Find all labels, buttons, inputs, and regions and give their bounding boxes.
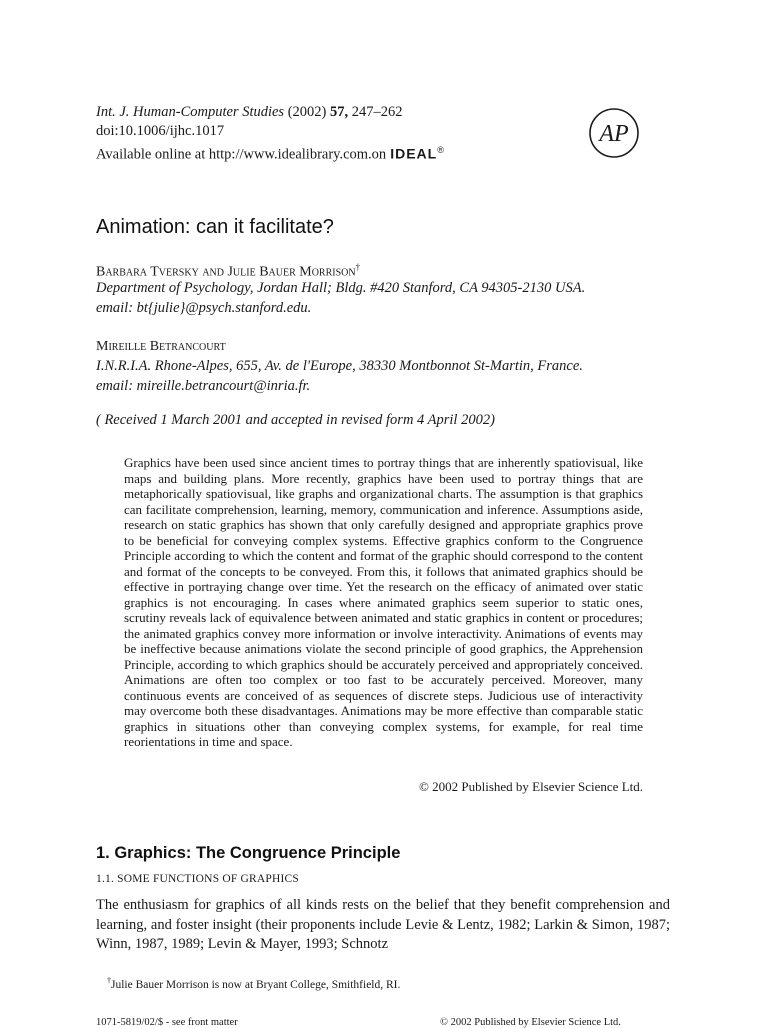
affiliation-1-address: Department of Psychology, Jordan Hall; Bldg. #420 Stanford, CA 94305-2130 USA. [96,280,586,296]
abstract: Graphics have been used since ancient times to portray things that are inherently spatiovisual, like maps and building plans. More recently, graphics have been used to portray things that are metaphorically spatiovisual, like graphs and organizational charts. The assumption is that graphics can facilitate comprehension, learning, memory, communication and inference. Assumptions aside, research on static graphics has shown that only carefully designed and appropriate graphics prove to be beneficial for conveying complex systems. Effective graphics conform to the Congruence Principle according to which the content and format of the graphic should correspond to the content and format of the concepts to be conveyed. From this, it follows that animated graphics should be effective in portraying change over time. Yet the research on the efficacy of animated over static graphics is not encouraging. In cases where animated graphics seem superior to static ones, scrutiny reveals lack of equivalence between animated and static graphics in content or procedures; the animated graphics convey more information or involve interactivity. Animations of events may be ineffective because animations violate the second principle of good graphics, the Apprehension Principle, according to which graphics should be accurately perceived and appropriately conceived. Animations are often too complex or too fast to be accurately perceived. Moreover, many continuous events are conceived of as sequences of discrete steps. Judicious use of interactivity may overcome both these disadvantages. Animations may be more effective than comparable static graphics in situations other than conveying complex systems, for example, for real time reorientations in time and space. [124,455,643,749]
journal-doi: doi:10.1006/ijhc.1017 [96,123,225,139]
ideal-logo: IDEAL® [390,145,445,162]
journal-name: Int. J. Human-Computer Studies [96,104,285,120]
received-dates: ( Received 1 March 2001 and accepted in revised form 4 April 2002) [96,412,495,428]
section-heading: 1. Graphics: The Congruence Principle [96,844,401,862]
paper-title: Animation: can it facilitate? [96,216,334,238]
affiliation-1-email: email: bt{julie}@psych.stanford.edu. [96,299,312,316]
journal-header [96,103,445,165]
journal-year: (2002) [284,104,330,120]
affiliation-2 [96,357,676,396]
journal-volume: 57, [330,104,349,120]
logo-text: AP [599,121,629,147]
affiliation-1 [96,279,676,318]
authors-group-2 [96,337,226,356]
footnote-dagger: † [355,262,361,272]
subsection-heading: 1.1. SOME FUNCTIONS OF GRAPHICS [96,873,300,885]
footer-issn: 1071-5819/02/$ - see front matter [96,1017,238,1028]
author-name: Mireille Betrancourt [96,339,226,354]
affiliation-2-address: I.N.R.I.A. Rhone-Alpes, 655, Av. de l'Europe, 38330 Montbonnot St-Martin, France. [96,358,583,374]
journal-pages: 247–262 [348,104,403,120]
author-names: Barbara Tversky and Julie Bauer Morrison [96,264,356,280]
journal-availability [96,141,445,165]
footer-copyright: © 2002 Published by Elsevier Science Ltd. [440,1017,621,1028]
abstract-copyright: © 2002 Published by Elsevier Science Ltd. [419,779,643,794]
footnote [107,976,400,991]
body-paragraph: The enthusiasm for graphics of all kinds rests on the belief that they benefit comprehension and learning, and foster insight (their proponents include Levie & Lentz, 1982; Larkin & Simon, 1987; Winn, 1987, 1989; Levin & Mayer, 1993; Schnotz [96,897,670,952]
footnote-mark: † [107,976,111,985]
footnote-text: Julie Bauer Morrison is now at Bryant College, Smithfield, RI. [111,978,401,991]
affiliation-2-email: email: mireille.betrancourt@inria.fr. [96,377,311,394]
academic-press-logo-icon [588,107,640,159]
availability-text: Available online at http://www.idealibrary.com.on [96,146,387,163]
journal-citation [96,103,445,122]
